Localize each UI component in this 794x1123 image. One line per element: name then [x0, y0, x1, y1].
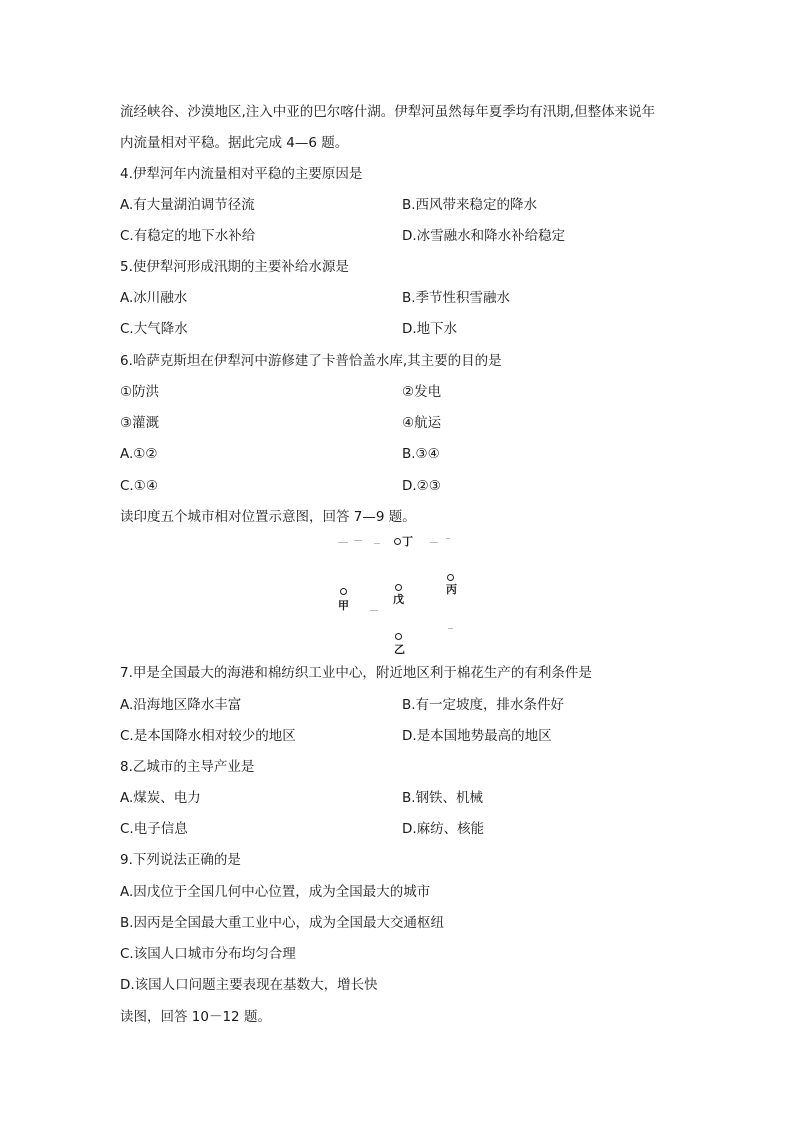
- city-wu-dot: [395, 584, 402, 591]
- question-9-option-b: B.因丙是全国最大重工业中心，成为全国最大交通枢纽: [120, 915, 445, 931]
- city-jia-label: 甲: [338, 599, 349, 612]
- city-yi-label: 乙: [394, 643, 405, 656]
- question-6-item-4: ④航运: [402, 415, 442, 431]
- city-ding-label: 丁: [402, 535, 413, 548]
- intro-line-2: 内流量相对平稳。据此完成 4—6 题。: [120, 135, 349, 151]
- question-6-option-a: A.①②: [120, 446, 158, 462]
- question-5-option-c: C.大气降水: [120, 321, 188, 337]
- question-7-option-b: B.有一定坡度，排水条件好: [402, 697, 565, 713]
- map-intro: 读印度五个城市相对位置示意图，回答 7—9 题。: [120, 509, 416, 525]
- map-speck: [374, 543, 380, 544]
- city-wu-label: 戊: [393, 593, 404, 606]
- question-7-option-d: D.是本国地势最高的地区: [402, 728, 552, 744]
- india-cities-map: [330, 530, 470, 660]
- intro-line-1: 流经峡谷、沙漠地区,注入中亚的巴尔喀什湖。伊犁河虽然每年夏季均有汛期,但整体来说年: [120, 104, 656, 120]
- question-6-option-b: B.③④: [402, 446, 440, 462]
- map-speck: [338, 542, 348, 543]
- city-bing-dot: [447, 574, 454, 581]
- question-8-option-d: D.麻纺、核能: [402, 821, 485, 837]
- question-6-item-1: ①防洪: [120, 384, 160, 400]
- question-5-option-b: B.季节性积雪融水: [402, 290, 511, 306]
- question-8-stem: 8.乙城市的主导产业是: [120, 759, 255, 775]
- city-yi-dot: [395, 633, 402, 640]
- question-5-option-a: A.冰川融水: [120, 290, 188, 306]
- map-speck: [354, 540, 362, 541]
- question-9-option-a: A.因戊位于全国几何中心位置，成为全国最大的城市: [120, 884, 431, 900]
- question-8-option-b: B.钢铁、机械: [402, 790, 484, 806]
- question-7-option-a: A.沿海地区降水丰富: [120, 697, 242, 713]
- map-speck: [448, 628, 453, 629]
- outro-line: 读图，回答 10－12 题。: [120, 1009, 271, 1025]
- map-speck: [430, 542, 438, 543]
- question-9-option-c: C.该国人口城市分布均匀合理: [120, 946, 296, 962]
- question-4-option-d: D.冰雪融水和降水补给稳定: [402, 228, 566, 244]
- question-4-stem: 4.伊犁河年内流量相对平稳的主要原因是: [120, 166, 363, 182]
- map-speck: [446, 538, 450, 539]
- question-7-option-c: C.是本国降水相对较少的地区: [120, 728, 296, 744]
- question-8-option-a: A.煤炭、电力: [120, 790, 201, 806]
- question-6-item-3: ③灌溉: [120, 415, 160, 431]
- city-bing-label: 丙: [446, 583, 457, 596]
- question-5-option-d: D.地下水: [402, 321, 458, 337]
- question-6-option-d: D.②③: [402, 478, 441, 494]
- question-6-item-2: ②发电: [402, 384, 442, 400]
- city-ding-dot: [394, 538, 401, 545]
- question-5-stem: 5.使伊犁河形成汛期的主要补给水源是: [120, 259, 349, 275]
- question-4-option-a: A.有大量湖泊调节径流: [120, 197, 255, 213]
- question-4-option-b: B.西风带来稳定的降水: [402, 197, 538, 213]
- map-speck: [370, 610, 378, 611]
- question-9-stem: 9.下列说法正确的是: [120, 852, 241, 868]
- question-9-option-d: D.该国人口问题主要表现在基数大，增长快: [120, 977, 378, 993]
- question-8-option-c: C.电子信息: [120, 821, 188, 837]
- question-6-option-c: C.①④: [120, 478, 158, 494]
- question-7-stem: 7.甲是全国最大的海港和棉纺织工业中心，附近地区利于棉花生产的有利条件是: [120, 665, 592, 681]
- question-6-stem: 6.哈萨克斯坦在伊犁河中游修建了卡普恰盖水库,其主要的目的是: [120, 353, 502, 369]
- question-4-option-c: C.有稳定的地下水补给: [120, 228, 256, 244]
- city-jia-dot: [340, 588, 347, 595]
